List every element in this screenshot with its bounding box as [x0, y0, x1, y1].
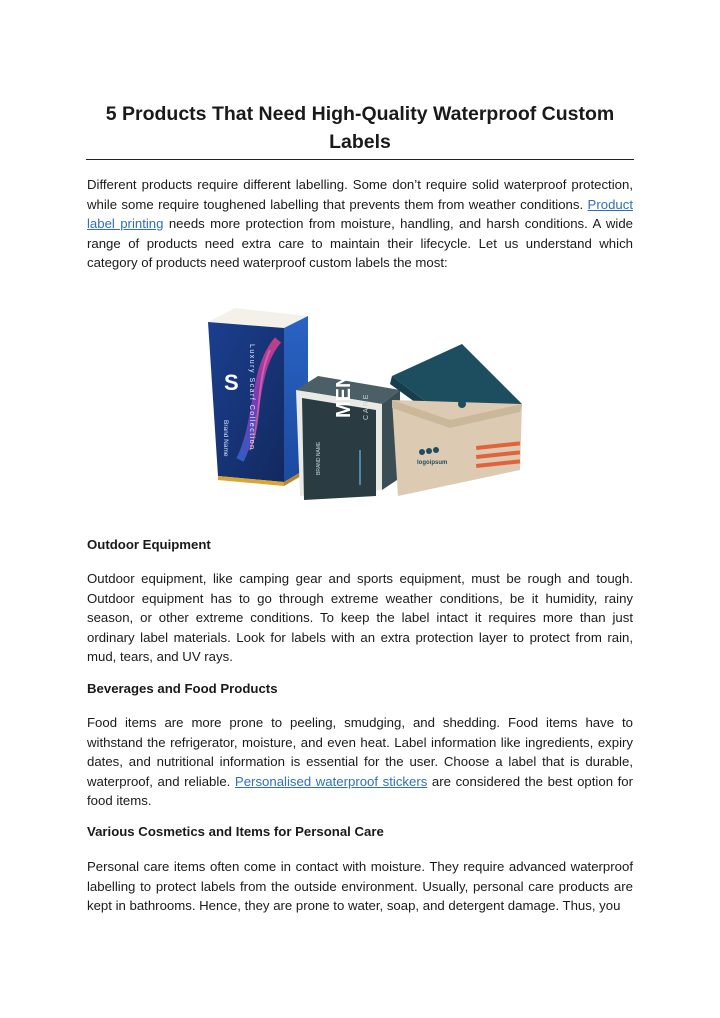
title-divider [86, 159, 634, 160]
food-text-before: Food items are more prone to peeling, smudging, and shedding. Food items have to withstand the refrigerator, moisture, and even heat. Label information like ingredients, expiry dates, and nutritional information is essential for the user. Choose a label that is durable, waterproof, and reliable. [87, 715, 633, 789]
men-care-box [296, 374, 400, 500]
intro-text-after: needs more protection from moisture, handling, and harsh conditions. A wide range of products need extra care to maintain their lifecycle. Let us understand which category of products need waterproof custom labels the most: [87, 216, 634, 271]
page-title: 5 Products That Need High-Quality Waterproof Custom Labels [105, 103, 615, 153]
food-text-after: are considered the best option for food items. [87, 773, 634, 809]
product-label-printing-link[interactable]: Product label printing [87, 196, 633, 232]
scarf-box [208, 308, 308, 486]
box1-logo-mark: S [224, 370, 239, 395]
personalised-waterproof-stickers-link[interactable]: Personalised waterproof stickers [234, 773, 428, 789]
product-boxes-image [200, 300, 530, 505]
intro-text-before: Different products require different labelling. Some don’t require solid waterproof protection, while some require toughened labelling that prevents them from weather conditions. [87, 177, 633, 212]
section-paragraph-cosmetics-personal-care: Personal care items often come in contact with moisture. They require advanced waterproof labelling to protect labels from the outside environment. Usually, personal care products are kept in bathrooms. Hence, they are prone to water, soap, and detergent damage. Thus, you [87, 859, 633, 914]
box2-care-text: CARE [363, 392, 370, 420]
section-paragraph-outdoor-equipment: Outdoor equipment, like camping gear and sports equipment, must be rough and tough. Outdoor equipment has to go through extreme weather conditions, be it humidity, rainy season, or other extreme conditions. To keep the label intact it requires more than just ordinary label materials. Look for labels with an extra protection layer to protect from rain, mud, tears, and UV rays. [87, 571, 633, 665]
box1-logo-text: Brand Name [222, 420, 229, 457]
box1-collection-text: Luxury Scarf Collection [248, 344, 255, 451]
section-heading-beverages-food: Beverages and Food Products [87, 681, 278, 696]
intro-paragraph [87, 175, 633, 273]
box2-men-text: MEN [333, 373, 355, 418]
section-paragraph-beverages-food [87, 713, 633, 811]
box2-brand-text: BRAND NAME [316, 441, 322, 475]
box3-logo-text: logoipsum [417, 460, 448, 466]
logoipsum-box [390, 344, 522, 496]
section-heading-cosmetics-personal-care: Various Cosmetics and Items for Personal Care [87, 824, 384, 839]
section-heading-outdoor-equipment: Outdoor Equipment [87, 537, 211, 552]
